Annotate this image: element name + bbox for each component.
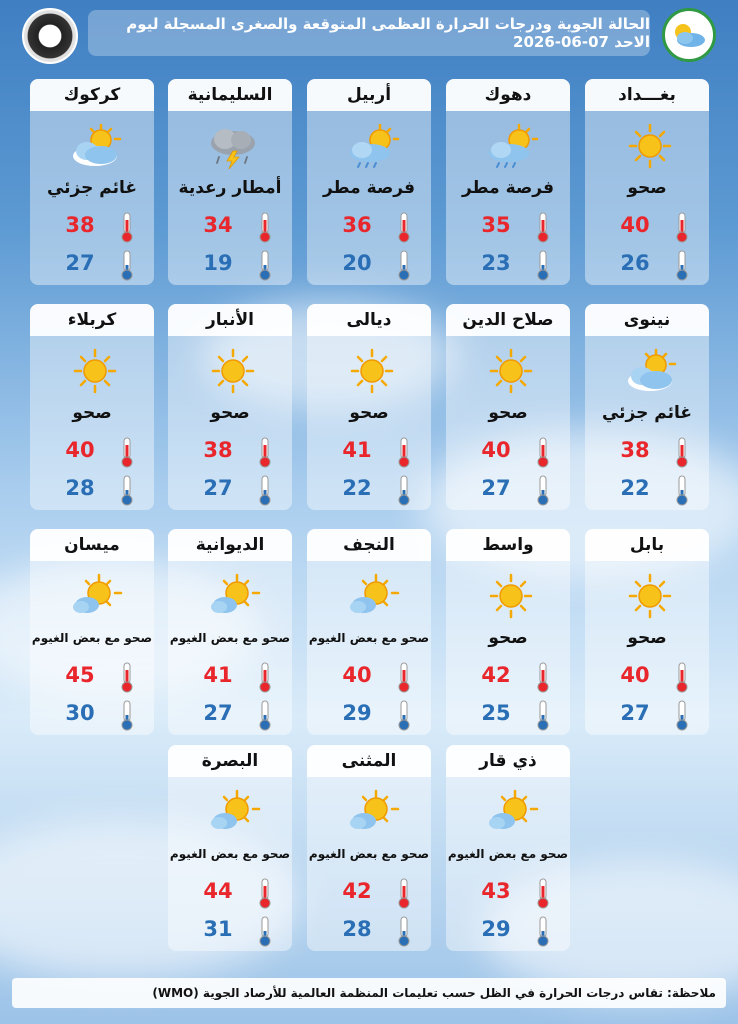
max-temperature: 38 — [65, 213, 95, 237]
thermometer-cold-icon — [258, 249, 272, 281]
city-card — [30, 79, 154, 285]
city-card — [168, 529, 292, 735]
thermometer-hot-icon — [397, 661, 411, 693]
sun-small-cloud-icon — [67, 573, 123, 619]
max-temperature: 38 — [203, 438, 233, 462]
sun-icon — [622, 123, 678, 169]
city-card — [446, 745, 570, 951]
city-card — [168, 304, 292, 510]
page-header — [88, 10, 650, 56]
max-temperature: 36 — [342, 213, 372, 237]
max-temperature: 38 — [620, 438, 650, 462]
thermometer-cold-icon — [258, 915, 272, 947]
min-temperature: 27 — [203, 701, 233, 725]
thermometer-cold-icon — [120, 474, 134, 506]
weather-condition: صحو — [349, 403, 389, 423]
weather-condition: صحو — [210, 403, 250, 423]
min-temperature: 30 — [65, 701, 95, 725]
max-temperature: 40 — [620, 663, 650, 687]
thermometer-cold-icon — [536, 474, 550, 506]
footer-note: ملاحظة: تقاس درجات الحرارة في الظل حسب تعليمات المنظمة العالمية للأرصاد الجوية (WMO) — [12, 978, 726, 1008]
weather-condition: غائم جزئي — [46, 178, 138, 198]
min-temperature: 27 — [203, 476, 233, 500]
max-temperature: 45 — [65, 663, 95, 687]
city-card — [30, 304, 154, 510]
weather-condition: صحو مع بعض الغيوم — [308, 631, 430, 645]
max-temperature: 40 — [620, 213, 650, 237]
min-temperature: 25 — [481, 701, 511, 725]
min-temperature: 19 — [203, 251, 233, 275]
thermometer-hot-icon — [397, 436, 411, 468]
max-temperature: 41 — [203, 663, 233, 687]
city-card — [307, 304, 431, 510]
max-temperature: 42 — [342, 879, 372, 903]
weather-org-logo-icon — [662, 8, 716, 62]
city-card — [30, 529, 154, 735]
thunder-cloud-icon — [205, 123, 261, 169]
city-name: أربيل — [307, 79, 431, 111]
weather-condition: صحو — [72, 403, 112, 423]
city-name: الأنبار — [168, 304, 292, 336]
thermometer-hot-icon — [536, 436, 550, 468]
sun-icon — [67, 348, 123, 394]
thermometer-cold-icon — [397, 474, 411, 506]
thermometer-hot-icon — [397, 877, 411, 909]
weather-condition: غائم جزئي — [601, 403, 693, 423]
weather-condition: صحو — [488, 403, 528, 423]
weather-condition: صحو مع بعض الغيوم — [447, 847, 569, 861]
city-name: السليمانية — [168, 79, 292, 111]
city-name: البصرة — [168, 745, 292, 777]
city-card — [307, 529, 431, 735]
city-name: ميسان — [30, 529, 154, 561]
min-temperature: 28 — [65, 476, 95, 500]
max-temperature: 40 — [481, 438, 511, 462]
city-name: دهوك — [446, 79, 570, 111]
min-temperature: 23 — [481, 251, 511, 275]
min-temperature: 20 — [342, 251, 372, 275]
page-title: الحالة الجوية ودرجات الحرارة العظمى المتوقعة والصغرى المسجلة ليوم الاحد 07-06-2026 — [126, 15, 650, 51]
thermometer-hot-icon — [258, 661, 272, 693]
city-card — [446, 304, 570, 510]
thermometer-cold-icon — [120, 249, 134, 281]
partly-cloudy-icon — [622, 348, 678, 394]
city-name: كركوك — [30, 79, 154, 111]
weather-condition: صحو — [627, 628, 667, 648]
city-name: ديالى — [307, 304, 431, 336]
thermometer-hot-icon — [397, 211, 411, 243]
thermometer-hot-icon — [120, 661, 134, 693]
weather-condition: أمطار رعدية — [178, 178, 282, 198]
weather-condition: صحو مع بعض الغيوم — [308, 847, 430, 861]
max-temperature: 34 — [203, 213, 233, 237]
min-temperature: 29 — [481, 917, 511, 941]
weather-condition: فرصة مطر — [322, 178, 416, 198]
sun-small-cloud-icon — [205, 573, 261, 619]
weather-condition: صحو مع بعض الغيوم — [31, 631, 153, 645]
min-temperature: 31 — [203, 917, 233, 941]
thermometer-hot-icon — [675, 436, 689, 468]
city-name: واسط — [446, 529, 570, 561]
meteorology-seal-icon — [22, 8, 78, 64]
min-temperature: 26 — [620, 251, 650, 275]
city-card — [585, 304, 709, 510]
city-card — [307, 745, 431, 951]
city-card — [168, 79, 292, 285]
min-temperature: 22 — [620, 476, 650, 500]
thermometer-cold-icon — [258, 474, 272, 506]
thermometer-hot-icon — [675, 661, 689, 693]
min-temperature: 22 — [342, 476, 372, 500]
city-name: كربلاء — [30, 304, 154, 336]
city-name: بغـــداد — [585, 79, 709, 111]
sun-icon — [205, 348, 261, 394]
thermometer-hot-icon — [675, 211, 689, 243]
max-temperature: 44 — [203, 879, 233, 903]
thermometer-cold-icon — [536, 249, 550, 281]
sun-icon — [622, 573, 678, 619]
city-name: صلاح الدين — [446, 304, 570, 336]
max-temperature: 40 — [65, 438, 95, 462]
thermometer-hot-icon — [536, 211, 550, 243]
max-temperature: 40 — [342, 663, 372, 687]
thermometer-cold-icon — [397, 915, 411, 947]
min-temperature: 27 — [481, 476, 511, 500]
sun-icon — [344, 348, 400, 394]
min-temperature: 28 — [342, 917, 372, 941]
sun-small-cloud-icon — [483, 789, 539, 835]
sun-small-cloud-icon — [344, 573, 400, 619]
thermometer-cold-icon — [120, 699, 134, 731]
weather-condition: صحو مع بعض الغيوم — [169, 631, 291, 645]
city-name: المثنى — [307, 745, 431, 777]
min-temperature: 29 — [342, 701, 372, 725]
thermometer-cold-icon — [675, 249, 689, 281]
weather-condition: صحو — [627, 178, 667, 198]
sun-icon — [483, 573, 539, 619]
city-name: نينوى — [585, 304, 709, 336]
max-temperature: 35 — [481, 213, 511, 237]
thermometer-hot-icon — [258, 211, 272, 243]
max-temperature: 42 — [481, 663, 511, 687]
thermometer-cold-icon — [397, 699, 411, 731]
city-name: النجف — [307, 529, 431, 561]
city-card — [585, 529, 709, 735]
sun-cloud-rain-icon — [483, 123, 539, 169]
min-temperature: 27 — [65, 251, 95, 275]
city-card — [446, 529, 570, 735]
city-card — [585, 79, 709, 285]
thermometer-cold-icon — [397, 249, 411, 281]
city-card — [307, 79, 431, 285]
city-name: ذي قار — [446, 745, 570, 777]
city-name: بابل — [585, 529, 709, 561]
thermometer-hot-icon — [120, 211, 134, 243]
weather-condition: صحو — [488, 628, 528, 648]
thermometer-hot-icon — [258, 877, 272, 909]
thermometer-cold-icon — [258, 699, 272, 731]
thermometer-cold-icon — [675, 474, 689, 506]
sun-cloud-rain-icon — [344, 123, 400, 169]
thermometer-hot-icon — [536, 661, 550, 693]
thermometer-hot-icon — [536, 877, 550, 909]
sun-small-cloud-icon — [205, 789, 261, 835]
max-temperature: 43 — [481, 879, 511, 903]
city-card — [168, 745, 292, 951]
partly-cloudy-icon — [67, 123, 123, 169]
thermometer-hot-icon — [258, 436, 272, 468]
weather-condition: فرصة مطر — [461, 178, 555, 198]
thermometer-cold-icon — [536, 915, 550, 947]
sun-small-cloud-icon — [344, 789, 400, 835]
thermometer-cold-icon — [675, 699, 689, 731]
sun-icon — [483, 348, 539, 394]
thermometer-cold-icon — [536, 699, 550, 731]
city-name: الديوانية — [168, 529, 292, 561]
weather-condition: صحو مع بعض الغيوم — [169, 847, 291, 861]
min-temperature: 27 — [620, 701, 650, 725]
city-card — [446, 79, 570, 285]
max-temperature: 41 — [342, 438, 372, 462]
thermometer-hot-icon — [120, 436, 134, 468]
